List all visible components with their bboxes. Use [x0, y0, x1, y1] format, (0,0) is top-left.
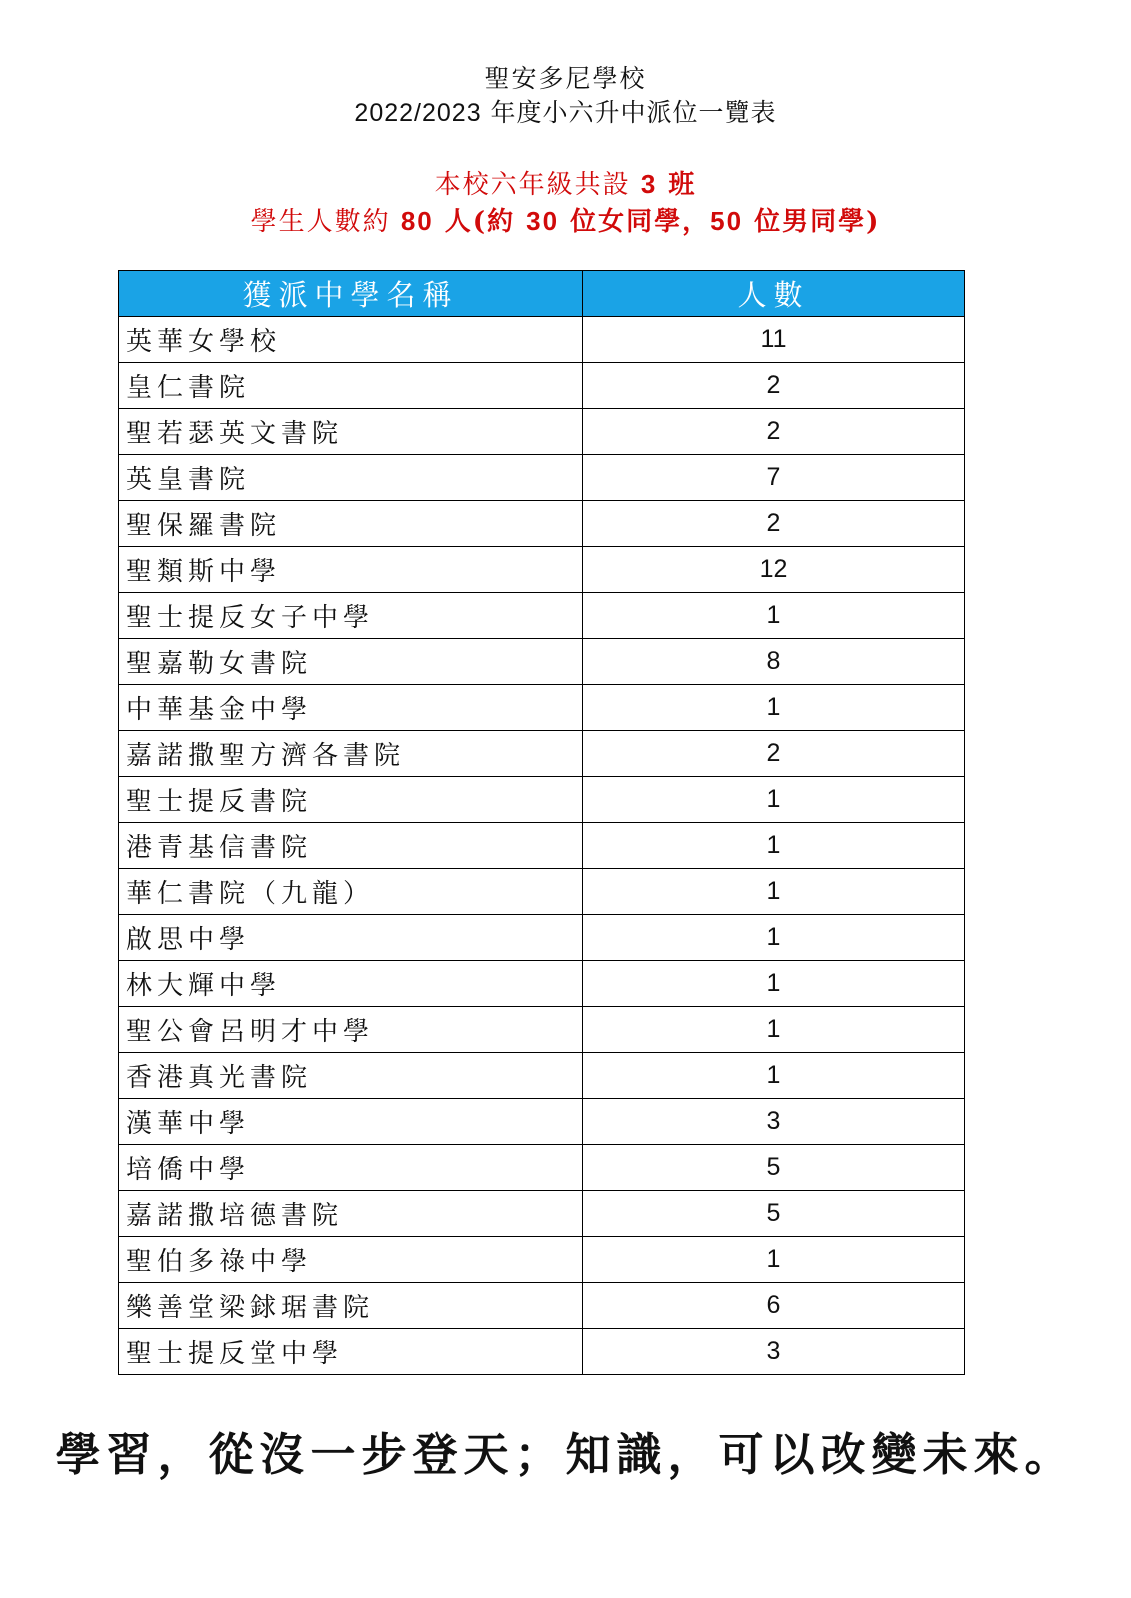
table-row	[119, 731, 965, 777]
school-name: 聖安多尼學校	[484, 64, 647, 93]
table-row	[119, 915, 965, 961]
table-row	[119, 961, 965, 1007]
student-count-cell: 1	[583, 593, 965, 639]
table-row	[119, 501, 965, 547]
student-count-cell: 5	[583, 1145, 965, 1191]
notice-text: 位女同學，	[559, 207, 711, 237]
class-notice	[0, 166, 1131, 240]
table-row	[119, 823, 965, 869]
school-name-cell: 嘉諾撒聖方濟各書院	[119, 731, 583, 777]
table-row	[119, 1191, 965, 1237]
table-row	[119, 1145, 965, 1191]
student-count-cell: 3	[583, 1329, 965, 1375]
notice-text: 本校六年級共設	[434, 170, 641, 200]
table-header-row	[119, 271, 965, 317]
student-count-cell: 1	[583, 1237, 965, 1283]
table-row	[119, 1053, 965, 1099]
table-row	[119, 777, 965, 823]
allocation-table	[118, 270, 965, 1375]
table-row	[119, 685, 965, 731]
table-row	[119, 593, 965, 639]
student-count-cell: 1	[583, 777, 965, 823]
student-count-cell: 1	[583, 961, 965, 1007]
class-count: 3	[640, 169, 658, 199]
school-name-cell: 聖嘉勒女書院	[119, 639, 583, 685]
table-row	[119, 455, 965, 501]
table-row	[119, 869, 965, 915]
school-name-cell: 聖公會呂明才中學	[119, 1007, 583, 1053]
school-name-cell: 中華基金中學	[119, 685, 583, 731]
column-header-count: 人數	[583, 271, 965, 317]
student-count-cell: 1	[583, 1053, 965, 1099]
student-count-cell: 1	[583, 823, 965, 869]
boy-count: 50	[710, 206, 744, 236]
girl-count: 30	[526, 206, 560, 236]
student-count-cell: 3	[583, 1099, 965, 1145]
student-count-cell: 5	[583, 1191, 965, 1237]
school-name-cell: 聖伯多祿中學	[119, 1237, 583, 1283]
table-row	[119, 1283, 965, 1329]
title-year: 2022/2023	[354, 99, 482, 127]
school-name-cell: 漢華中學	[119, 1099, 583, 1145]
notice-text: 位男同學)	[743, 207, 881, 237]
student-count-cell: 2	[583, 363, 965, 409]
student-count-cell: 6	[583, 1283, 965, 1329]
document-title	[0, 96, 1131, 130]
table-row	[119, 1099, 965, 1145]
column-header-school: 獲派中學名稱	[119, 271, 583, 317]
document-header	[0, 62, 1131, 130]
school-name-cell: 培僑中學	[119, 1145, 583, 1191]
student-count-cell: 1	[583, 685, 965, 731]
student-count-cell: 8	[583, 639, 965, 685]
school-name-cell: 香港真光書院	[119, 1053, 583, 1099]
school-name-cell: 樂善堂梁銶琚書院	[119, 1283, 583, 1329]
table-row	[119, 639, 965, 685]
student-count-cell: 1	[583, 1007, 965, 1053]
school-name-cell: 聖士提反女子中學	[119, 593, 583, 639]
school-name-cell: 聖士提反堂中學	[119, 1329, 583, 1375]
table-row	[119, 409, 965, 455]
school-name-cell: 華仁書院（九龍）	[119, 869, 583, 915]
total-students: 80	[400, 206, 434, 236]
school-name-cell: 聖若瑟英文書院	[119, 409, 583, 455]
table-row	[119, 1007, 965, 1053]
table-row	[119, 363, 965, 409]
school-name-cell: 英皇書院	[119, 455, 583, 501]
student-count-line	[0, 203, 1131, 240]
school-name-cell: 皇仁書院	[119, 363, 583, 409]
school-name-cell: 林大輝中學	[119, 961, 583, 1007]
school-name-cell: 聖士提反書院	[119, 777, 583, 823]
student-count-cell: 7	[583, 455, 965, 501]
school-name-cell: 港青基信書院	[119, 823, 583, 869]
notice-text: 學生人數約	[250, 207, 401, 237]
student-count-cell: 2	[583, 731, 965, 777]
notice-text: 班	[657, 170, 697, 200]
school-name-cell: 聖保羅書院	[119, 501, 583, 547]
student-count-cell: 2	[583, 409, 965, 455]
school-name-cell: 啟思中學	[119, 915, 583, 961]
notice-text: 人(約	[433, 207, 527, 237]
table-row	[119, 317, 965, 363]
school-name-cell: 英華女學校	[119, 317, 583, 363]
student-count-cell: 12	[583, 547, 965, 593]
class-count-line	[0, 166, 1131, 203]
student-count-cell: 2	[583, 501, 965, 547]
school-name-cell: 聖類斯中學	[119, 547, 583, 593]
motto: 學習，從沒一步登天；知識，可以改變未來。	[55, 1428, 1076, 1481]
table-row	[119, 547, 965, 593]
school-name-cell: 嘉諾撒培德書院	[119, 1191, 583, 1237]
table-row	[119, 1329, 965, 1375]
student-count-cell: 1	[583, 915, 965, 961]
student-count-cell: 11	[583, 317, 965, 363]
table-body	[119, 317, 965, 1375]
student-count-cell: 1	[583, 869, 965, 915]
table-row	[119, 1237, 965, 1283]
title-text: 年度小六升中派位一覽表	[481, 98, 777, 127]
